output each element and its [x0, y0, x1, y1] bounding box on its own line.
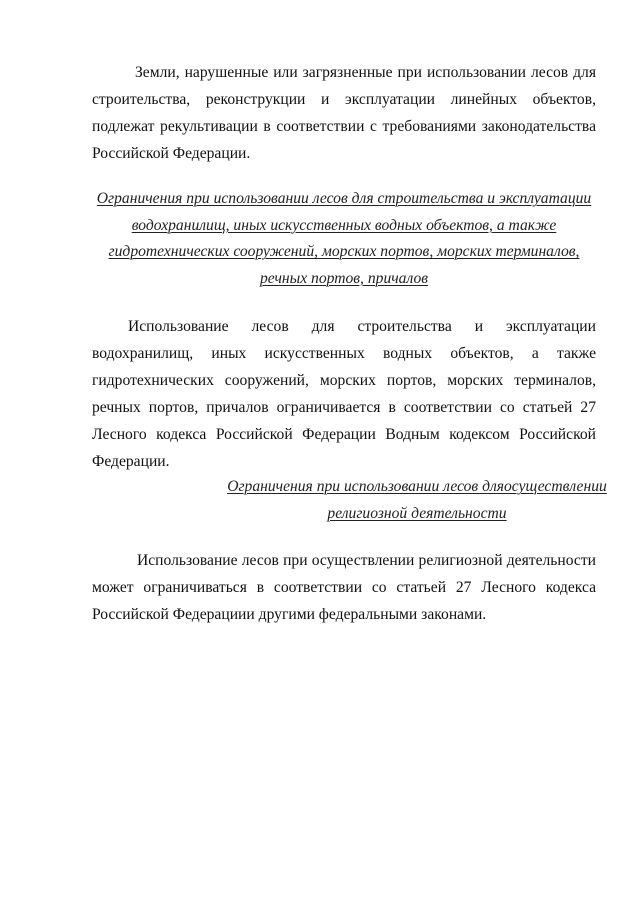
paragraph-land-reclamation: Земли, нарушенные или загрязненные при использовании лесов для строительства, реконструкции и эксплуатации линейных объектов, подлежат рекультивации в соответствии с требованиями законодательства Российской Федерации. — [92, 64, 596, 162]
section-heading-religious-activity: Ограничения при использовании лесов дляосуществлении религиозной деятельности — [227, 478, 607, 522]
paragraph-water-objects: Использование лесов для строительства и эксплуатации водохранилищ, иных искусственных водных объектов, а также гидротехнических сооружений, морских портов, морских терминалов, речных портов, причалов ограничивается в соответствии со статьей 27 Лесного кодекса Российской Федерации Водным кодексом Российской Федерации. — [92, 318, 596, 470]
paragraph-religious-activity: Использование лесов при осуществлении религиозной деятельности может ограничиваться в соответствии со статьей 27 Лесного кодекса Российской Федерациии другими федеральными законами. — [92, 552, 596, 623]
section-heading-water-objects: Ограничения при использовании лесов для строительства и эксплуатации водохранилищ, иных искусственных водных объектов, а также гидротехнических сооружений, морских портов, морских терминалов, речных портов, причалов — [96, 190, 592, 287]
